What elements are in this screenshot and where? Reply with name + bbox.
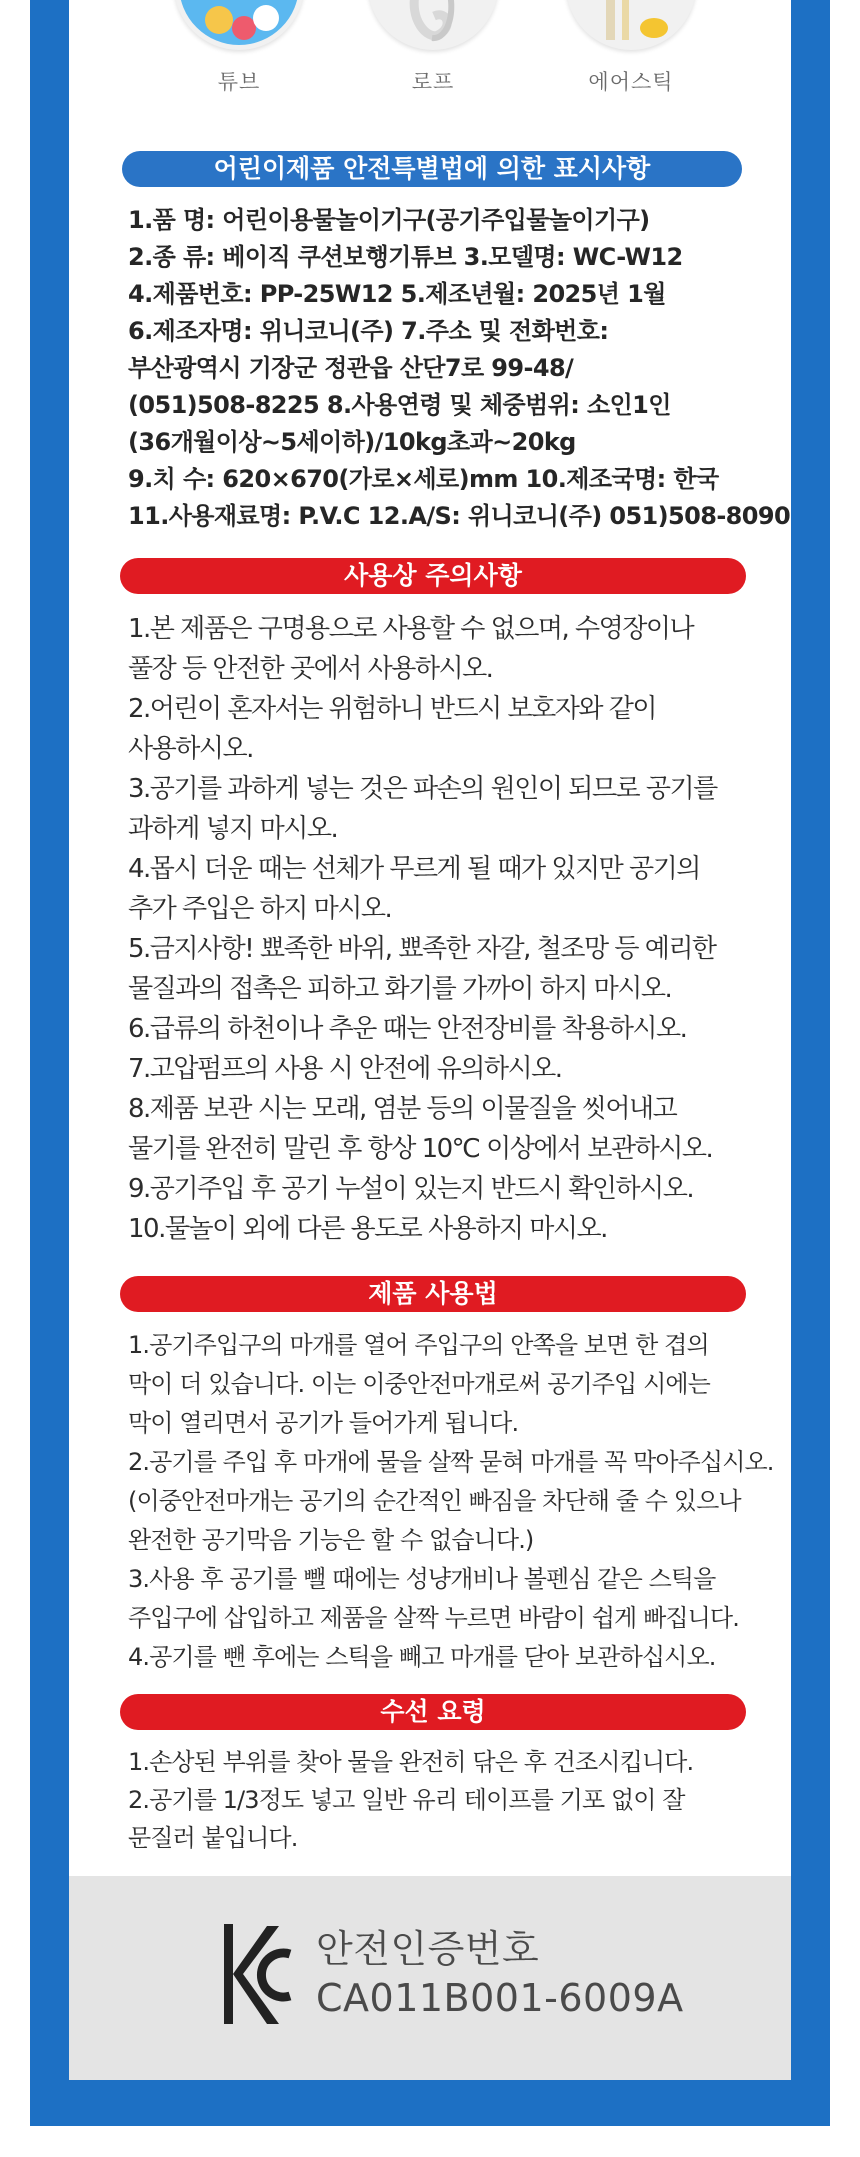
usage-line: 1.공기주입구의 마개를 열어 주입구의 안쪽을 보면 한 겹의 [128, 1331, 709, 1359]
caution-line: 5.금지사항! 뾰족한 바위, 뾰족한 자갈, 철조망 등 예리한 [128, 934, 716, 964]
usage-line: 4.공기를 뺀 후에는 스틱을 빼고 마개를 닫아 보관하십시오. [128, 1643, 716, 1671]
legal-line: 부산광역시 기장군 정관읍 산단7로 99-48/ [128, 354, 574, 382]
caution-section-title: 사용상 주의사항 [120, 558, 746, 594]
accessory-label-air-stick: 에어스틱 [588, 70, 674, 94]
repair-line: 2.공기를 1/3정도 넣고 일반 유리 테이프를 기포 없이 잘 [128, 1786, 685, 1814]
caution-line: 물질과의 접촉은 피하고 화기를 가까이 하지 마시오. [128, 974, 672, 1004]
repair-line: 1.손상된 부위를 찾아 물을 완전히 닦은 후 건조시킵니다. [128, 1748, 694, 1776]
caution-line: 9.공기주입 후 공기 누설이 있는지 반드시 확인하시오. [128, 1174, 694, 1204]
accessory-label-tube: 튜브 [217, 70, 261, 94]
legal-line: 1.품 명: 어린이용물놀이기구(공기주입물놀이기구) [128, 206, 650, 234]
legal-line: 9.치 수: 620×670(가로×세로)mm 10.제조국명: 한국 [128, 465, 719, 493]
legal-line: (051)508-8225 8.사용연령 및 체중범위: 소인1인 [128, 391, 671, 419]
caution-line: 사용하시오. [128, 734, 253, 764]
caution-line: 3.공기를 과하게 넣는 것은 파손의 원인이 되므로 공기를 [128, 774, 717, 804]
caution-line: 과하게 넣지 마시오. [128, 814, 338, 844]
legal-line: 11.사용재료명: P.V.C 12.A/S: 위니코니(주) 051)508-8090 [128, 502, 791, 530]
caution-line: 풀장 등 안전한 곳에서 사용하시오. [128, 654, 493, 684]
usage-line: 막이 열리면서 공기가 들어가게 됩니다. [128, 1409, 519, 1437]
usage-line: (이중안전마개는 공기의 순간적인 빠짐을 차단해 줄 수 있으나 [128, 1487, 741, 1515]
legal-line: 4.제품번호: PP-25W12 5.제조년월: 2025년 1월 [128, 280, 666, 308]
repair-section-title: 수선 요령 [120, 1694, 746, 1730]
caution-line: 10.물놀이 외에 다른 용도로 사용하지 마시오. [128, 1214, 607, 1244]
usage-section-title: 제품 사용법 [120, 1276, 746, 1312]
caution-line: 1.본 제품은 구명용으로 사용할 수 없으며, 수영장이나 [128, 614, 694, 644]
certification-number: CA011B001-6009A [316, 1976, 684, 2020]
legal-section-title: 어린이제품 안전특별법에 의한 표시사항 [122, 151, 742, 187]
caution-line: 물기를 완전히 말린 후 항상 10℃ 이상에서 보관하시오. [128, 1134, 713, 1164]
caution-line: 6.급류의 하천이나 추운 때는 안전장비를 착용하시오. [128, 1014, 687, 1044]
usage-line: 완전한 공기막음 기능은 할 수 없습니다.) [128, 1526, 534, 1554]
caution-line: 7.고압펌프의 사용 시 안전에 유의하시오. [128, 1054, 562, 1084]
usage-line: 2.공기를 주입 후 마개에 물을 살짝 묻혀 마개를 꼭 막아주십시오. [128, 1448, 774, 1476]
legal-line: 6.제조자명: 위니코니(주) 7.주소 및 전화번호: [128, 317, 609, 345]
repair-line: 문질러 붙입니다. [128, 1824, 298, 1852]
certification-label: 안전인증번호 [316, 1927, 540, 1971]
caution-line: 2.어린이 혼자서는 위험하니 반드시 보호자와 같이 [128, 694, 656, 724]
accessory-label-rope: 로프 [411, 70, 455, 94]
kc-certification-icon [222, 1920, 292, 2030]
usage-line: 막이 더 있습니다. 이는 이중안전마개로써 공기주입 시에는 [128, 1370, 710, 1398]
caution-line: 8.제품 보관 시는 모래, 염분 등의 이물질을 씻어내고 [128, 1094, 677, 1124]
usage-line: 주입구에 삽입하고 제품을 살짝 누르면 바람이 쉽게 빠집니다. [128, 1604, 739, 1632]
legal-line: 2.종 류: 베이직 쿠션보행기튜브 3.모델명: WC-W12 [128, 243, 683, 271]
usage-line: 3.사용 후 공기를 뺄 때에는 성냥개비나 볼펜심 같은 스틱을 [128, 1565, 716, 1593]
caution-line: 추가 주입은 하지 마시오. [128, 894, 392, 924]
legal-line: (36개월이상~5세이하)/10kg초과~20kg [128, 428, 576, 456]
caution-line: 4.몹시 더운 때는 선체가 무르게 될 때가 있지만 공기의 [128, 854, 700, 884]
